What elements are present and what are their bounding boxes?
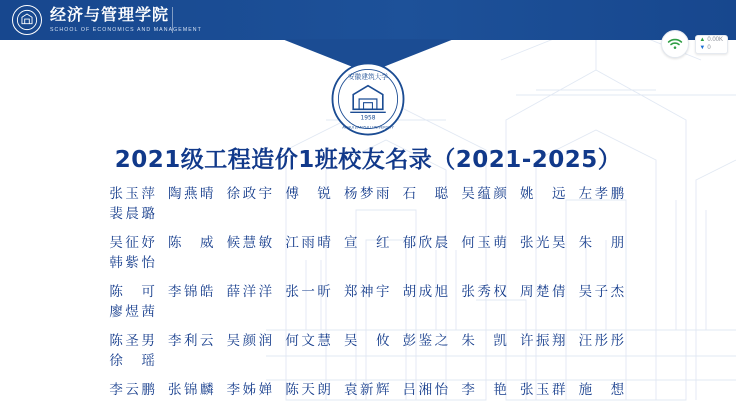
school-logo-lockup: [12, 4, 202, 36]
alumni-name: 吴 攸: [343, 333, 392, 349]
network-speed-card[interactable]: [695, 35, 728, 54]
alumni-name: 傅 锐: [285, 186, 334, 202]
alumni-name: 许振翔: [519, 333, 568, 349]
alumni-name: 廖煜茜: [109, 304, 158, 320]
alumni-name: 李利云: [167, 333, 216, 349]
page-title: 2021级工程造价1班校友名录（2021-2025）: [114, 147, 622, 173]
download-arrow-icon: ▼: [699, 44, 706, 51]
wifi-icon[interactable]: [661, 30, 689, 58]
upload-arrow-icon: ▲: [699, 36, 706, 43]
name-row: [104, 280, 632, 320]
network-widgets: [661, 30, 728, 58]
alumni-name: 吴征妤: [109, 235, 158, 251]
alumni-name: 宣 红: [343, 235, 392, 251]
upload-speed-value: 0.00K: [707, 36, 723, 43]
name-row: [104, 182, 632, 222]
alumni-name: 胡成旭: [402, 284, 451, 300]
alumni-name: 韩紫怡: [109, 255, 158, 271]
alumni-name: 彭鉴之: [402, 333, 451, 349]
svg-text:1958: 1958: [360, 115, 376, 122]
alumni-name: 袁新辉: [343, 382, 392, 398]
alumni-name: 李姊婵: [226, 382, 275, 398]
alumni-name: 江雨晴: [285, 235, 334, 251]
alumni-name: 张玉群: [519, 382, 568, 398]
svg-text:ANHUI JIANZHU UNIVERSITY: ANHUI JIANZHU UNIVERSITY: [342, 125, 394, 130]
university-emblem-icon: [331, 62, 405, 136]
alumni-name: 朱 朋: [578, 235, 627, 251]
alumni-name: 裴晨璐: [109, 206, 158, 222]
logo-divider: [172, 7, 173, 33]
alumni-name: 李 艳: [461, 382, 510, 398]
name-row: [104, 378, 632, 398]
alumni-name: 汪彤彤: [578, 333, 627, 349]
download-speed-value: 0: [707, 44, 711, 51]
alumni-name: 李云鹏: [109, 382, 158, 398]
alumni-name: 陈天朗: [285, 382, 334, 398]
alumni-name: 石 聪: [402, 186, 451, 202]
alumni-name: 吴子杰: [578, 284, 627, 300]
alumni-name: 郁欣晨: [402, 235, 451, 251]
alumni-name: 吴蕴颜: [461, 186, 510, 202]
alumni-name: 李锦皓: [167, 284, 216, 300]
alumni-name: 张锦麟: [167, 382, 216, 398]
alumni-name: 郑神宇: [343, 284, 392, 300]
alumni-name: 张一昕: [285, 284, 334, 300]
upload-speed-row: [699, 37, 723, 44]
name-row: [104, 231, 632, 271]
name-row: [104, 329, 632, 369]
alumni-name: 徐 瑶: [109, 353, 158, 369]
alumni-name: 候慧敏: [226, 235, 275, 251]
alumni-name-grid: [104, 182, 632, 407]
alumni-name: 吕湘怡: [402, 382, 451, 398]
school-crest-icon: [12, 5, 42, 35]
alumni-name: 左孝鹏: [578, 186, 627, 202]
alumni-name: 何玉萌: [461, 235, 510, 251]
school-name-en: SCHOOL OF ECONOMICS AND MANAGEMENT: [50, 26, 202, 33]
alumni-name: 陈 威: [167, 235, 216, 251]
alumni-name: 周楚倩: [519, 284, 568, 300]
download-speed-row: [699, 45, 723, 52]
alumni-name: 姚 远: [519, 186, 568, 202]
alumni-name: 吴颜润: [226, 333, 275, 349]
alumni-name: 朱 凯: [461, 333, 510, 349]
alumni-name: 薛洋洋: [226, 284, 275, 300]
alumni-name: 陈圣男: [109, 333, 158, 349]
alumni-name: 张玉萍: [109, 186, 158, 202]
svg-text:安徽建筑大学: 安徽建筑大学: [348, 73, 388, 82]
school-name-cn: 经济与管理学院: [50, 6, 170, 24]
alumni-name: 陶燕晴: [167, 186, 216, 202]
alumni-name: 张秀权: [461, 284, 510, 300]
alumni-name: 施 想: [578, 382, 627, 398]
alumni-name: 何文慧: [285, 333, 334, 349]
alumni-name: 陈 可: [109, 284, 158, 300]
alumni-name: 杨梦雨: [343, 186, 392, 202]
alumni-name: 徐政宇: [226, 186, 275, 202]
alumni-name: 张光昊: [519, 235, 568, 251]
